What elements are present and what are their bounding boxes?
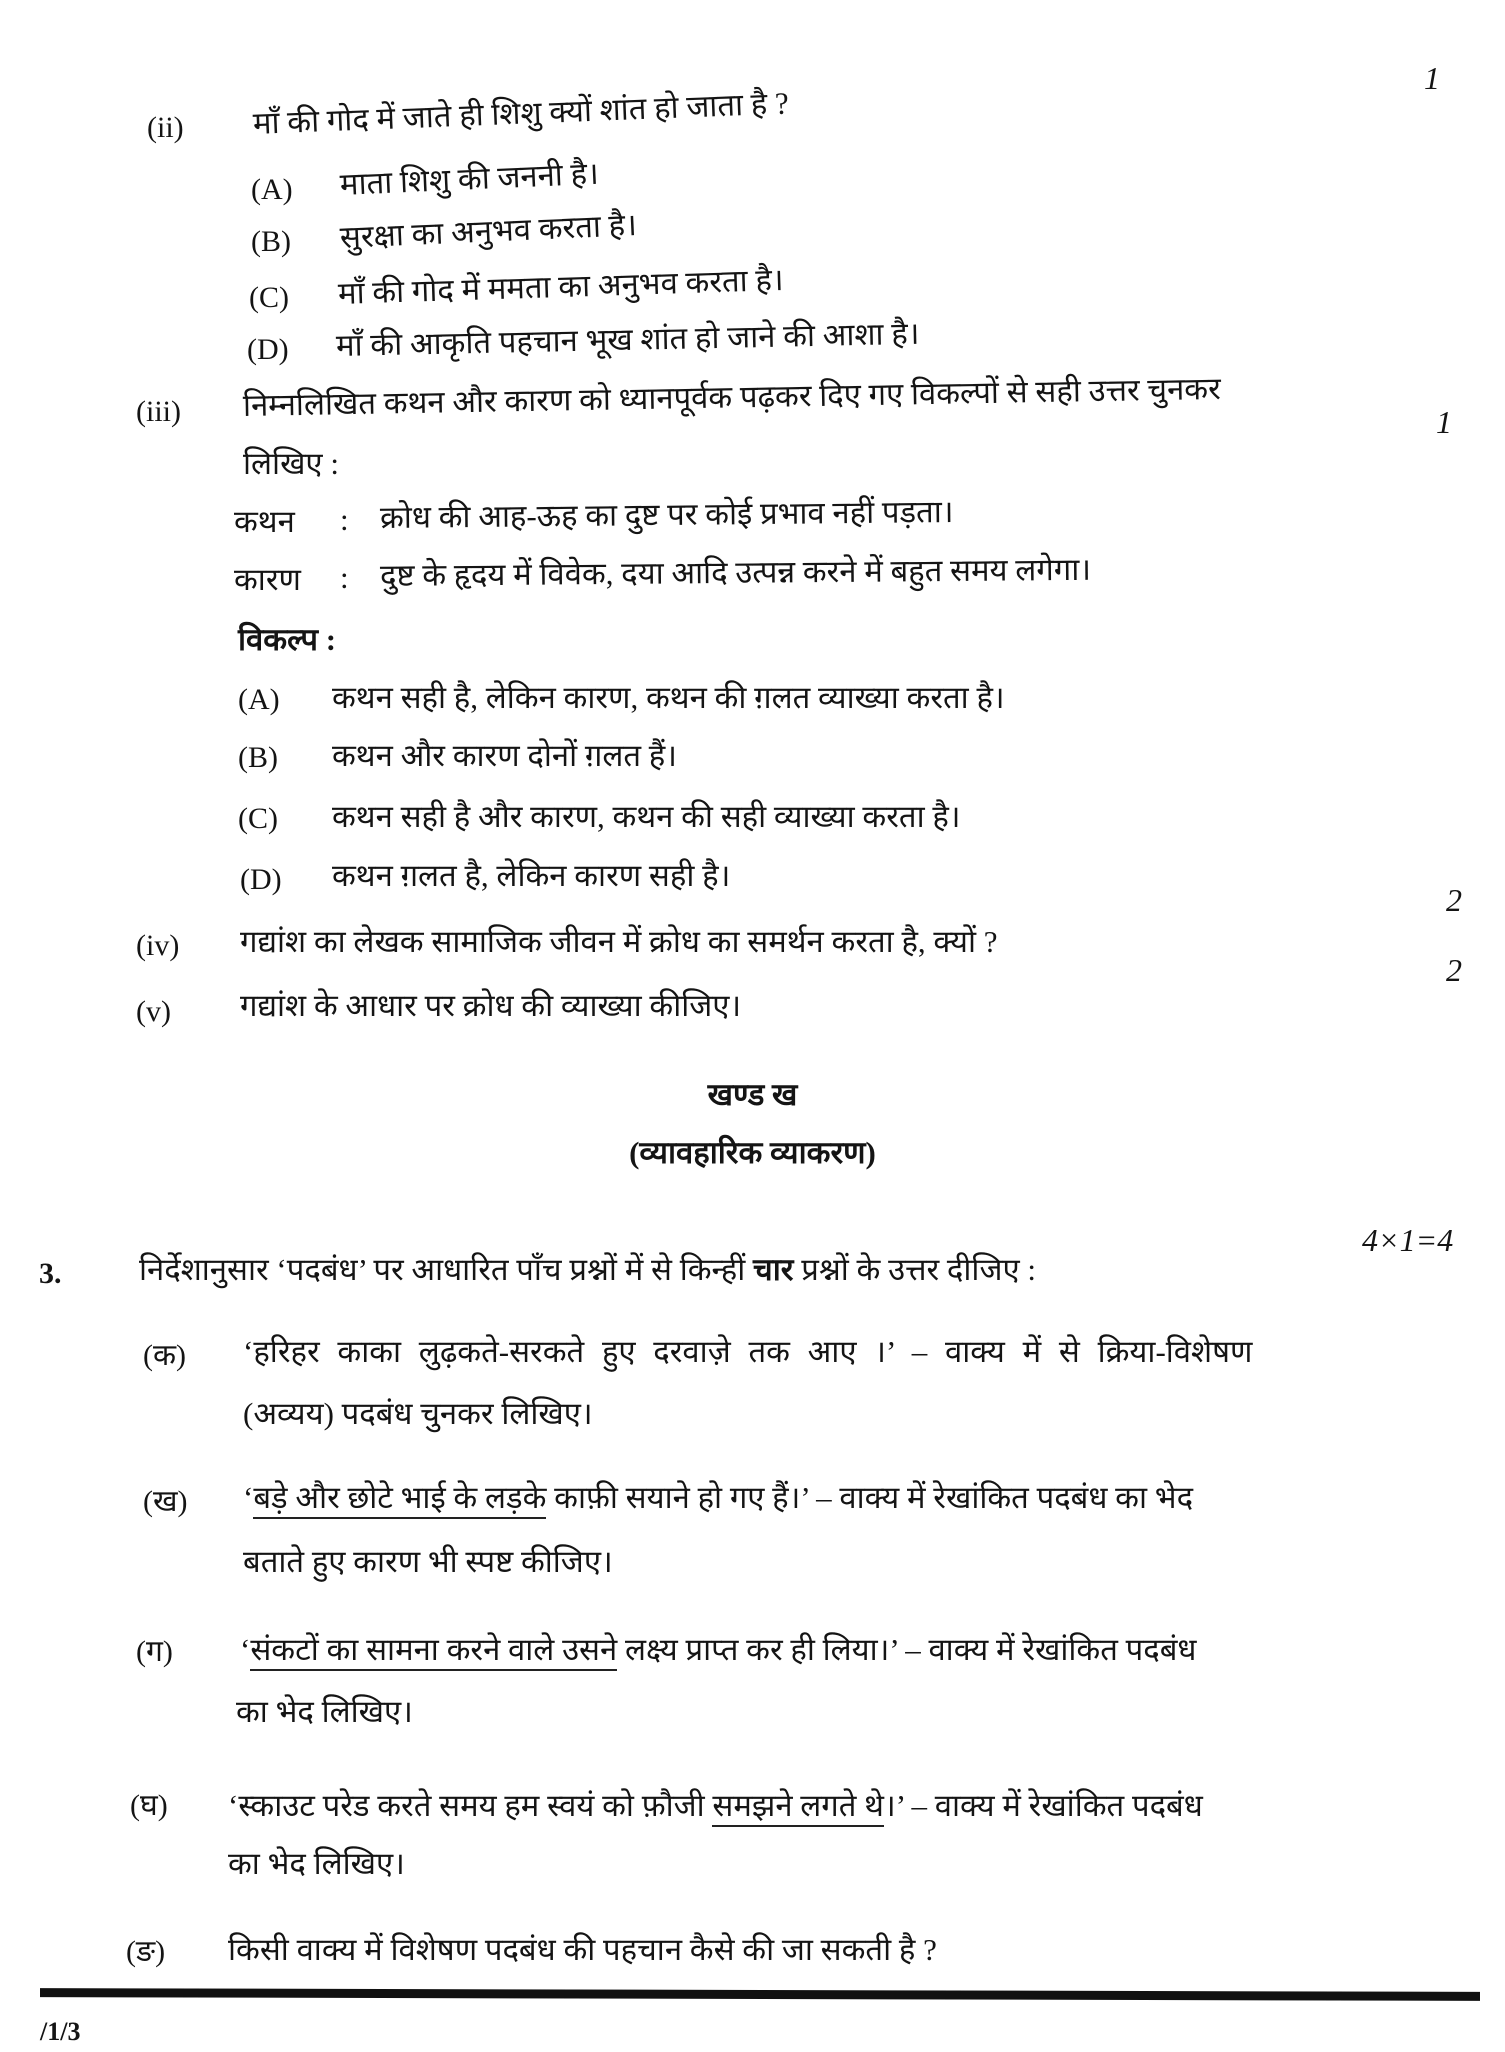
part-label: (ग)	[136, 1635, 173, 1668]
question-text: निम्नलिखित कथन और कारण को ध्यानपूर्वक पढ़कर दिए गए विकल्पों से सही उत्तर चुनकर	[242, 370, 1222, 423]
colon: :	[340, 560, 349, 595]
underlined-phrase: संकटों का सामना करने वाले उसने	[250, 1632, 617, 1671]
option-text: कथन ग़लत है, लेकिन कारण सही है।	[332, 858, 731, 893]
part-label: (क)	[143, 1339, 187, 1372]
marks: 4×1=4	[1362, 1222, 1454, 1258]
part-text	[240, 1630, 1196, 1670]
page-code: /1/3	[40, 2017, 81, 2046]
assertion-label: कथन	[234, 504, 295, 539]
question-text: माँ की गोद में जाते ही शिशु क्यों शांत हो जाता है ?	[252, 85, 790, 141]
option-text: कथन सही है और कारण, कथन की सही व्याख्या करता है।	[332, 799, 961, 834]
option-text: सुरक्षा का अनुभव करता है।	[339, 207, 638, 255]
part-text: ‘हरिहर काका लुढ़कते-सरकते हुए दरवाज़े तक आए ।’ – वाक्य में से क्रिया-विशेषण	[243, 1334, 1253, 1369]
part-text	[243, 1478, 1193, 1518]
options-heading: विकल्प :	[238, 622, 337, 657]
reason-label: कारण	[234, 562, 301, 597]
option-text: माँ की गोद में ममता का अनुभव करता है।	[337, 262, 785, 311]
option-label: (D)	[240, 863, 282, 896]
part-text: (अव्यय) पदबंध चुनकर लिखिए।	[243, 1396, 593, 1431]
marks: 2	[1446, 882, 1462, 918]
part-text: किसी वाक्य में विशेषण पदबंध की पहचान कैसे की जा सकती है ?	[228, 1932, 937, 1967]
colon: :	[340, 502, 349, 537]
part-text: का भेद लिखिए।	[228, 1846, 405, 1881]
assertion-text: क्रोध की आह-ऊह का दुष्ट पर कोई प्रभाव नहीं पड़ता।	[379, 493, 954, 535]
instruction-emphasis: चार	[753, 1252, 794, 1287]
question-text: लिखिए :	[243, 446, 339, 481]
part-label: (घ)	[130, 1789, 168, 1822]
option-text: माता शिशु की जननी है।	[339, 155, 600, 202]
text: लक्ष्य प्राप्त कर ही लिया।’ – वाक्य में रेखांकित पदबंध	[617, 1632, 1197, 1667]
text: ‘	[240, 1632, 251, 1667]
option-label: (A)	[238, 683, 280, 716]
question-text: गद्यांश के आधार पर क्रोध की व्याख्या कीजिए।	[240, 988, 742, 1023]
option-label: (D)	[247, 333, 289, 366]
reason-text: दुष्ट के हृदय में विवेक, दया आदि उत्पन्न करने में बहुत समय लगेगा।	[379, 551, 1092, 593]
question-instruction	[139, 1250, 1036, 1290]
question-number: (ii)	[147, 111, 184, 144]
question-number: 3.	[39, 1257, 62, 1290]
question-number: (v)	[136, 995, 171, 1028]
marks: 2	[1446, 952, 1462, 988]
instruction-text: प्रश्नों के उत्तर दीजिए :	[793, 1252, 1036, 1287]
option-label: (B)	[238, 741, 278, 774]
marks: 1	[1436, 404, 1452, 440]
marks: 1	[1424, 60, 1440, 96]
part-label: (ख)	[143, 1485, 188, 1518]
option-label: (C)	[238, 802, 278, 835]
text: काफ़ी सयाने हो गए हैं।’ – वाक्य में रेखांकित पदबंध का भेद	[546, 1480, 1194, 1515]
text: ‘	[243, 1480, 254, 1515]
underlined-phrase: समझने लगते थे	[712, 1788, 884, 1827]
instruction-text: निर्देशानुसार ‘पदबंध’ पर आधारित पाँच प्रश्नों में से किन्हीं	[139, 1252, 754, 1287]
option-label: (B)	[251, 225, 291, 258]
footer-divider	[40, 1988, 1480, 2001]
question-number: (iv)	[136, 929, 180, 962]
section-subtitle: (व्यावहारिक व्याकरण)	[629, 1135, 876, 1170]
option-text: माँ की आकृति पहचान भूख शांत हो जाने की आशा है।	[335, 315, 920, 363]
option-text: कथन और कारण दोनों ग़लत हैं।	[332, 738, 677, 773]
option-text: कथन सही है, लेकिन कारण, कथन की ग़लत व्याख्या करता है।	[332, 680, 1005, 715]
part-text	[228, 1786, 1203, 1826]
option-label: (C)	[249, 281, 289, 314]
option-label: (A)	[251, 173, 293, 206]
section-title: खण्ड ख	[707, 1077, 798, 1112]
question-number: (iii)	[136, 395, 181, 428]
text: ।’ – वाक्य में रेखांकित पदबंध	[884, 1788, 1203, 1823]
part-text: बताते हुए कारण भी स्पष्ट कीजिए।	[243, 1544, 613, 1579]
underlined-phrase: बड़े और छोटे भाई के लड़के	[253, 1480, 546, 1519]
text: ‘स्काउट परेड करते समय हम स्वयं को फ़ौजी	[228, 1788, 713, 1823]
question-text: गद्यांश का लेखक सामाजिक जीवन में क्रोध का समर्थन करता है, क्यों ?	[240, 924, 998, 959]
part-text: का भेद लिखिए।	[236, 1694, 413, 1729]
part-label: (ङ)	[126, 1935, 166, 1968]
